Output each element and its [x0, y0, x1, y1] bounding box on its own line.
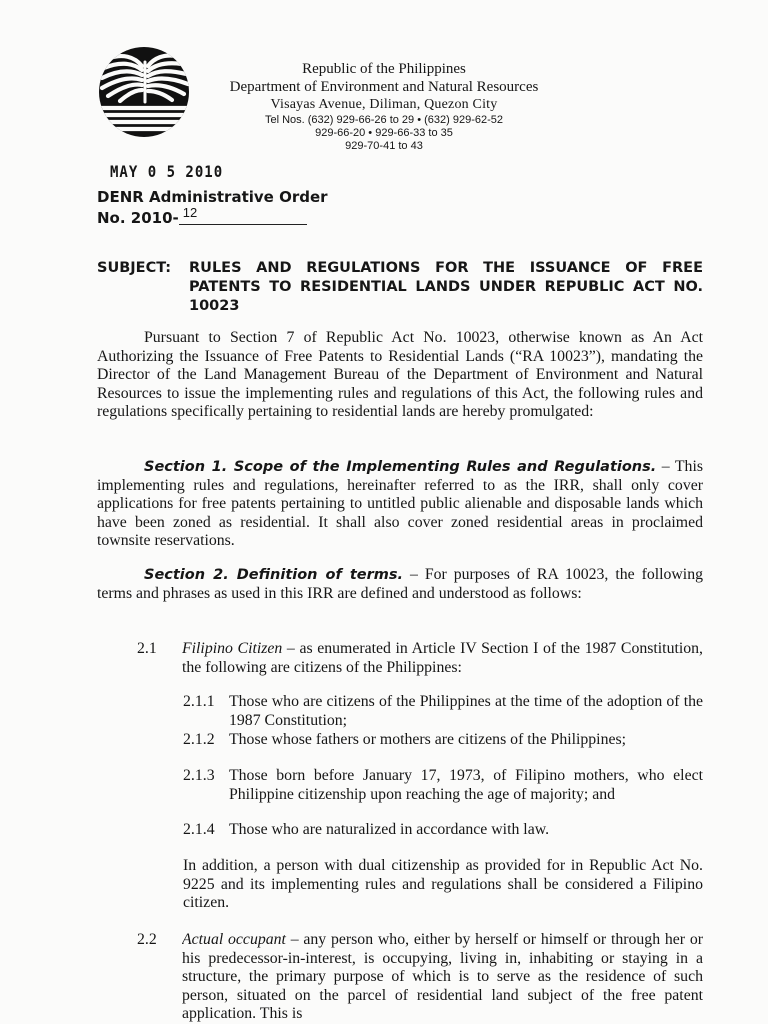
- letterhead-tel-1: Tel Nos. (632) 929-66-26 to 29 • (632) 929-62-52: [264, 114, 504, 126]
- order-number-line: [97, 205, 328, 229]
- subitem-text: Those who are naturalized in accordance with law.: [229, 821, 550, 838]
- subject-label: SUBJECT:: [97, 260, 172, 276]
- subitem-text: Those whose fathers or mothers are citizens of the Philippines;: [229, 731, 627, 748]
- subitem-text: Those born before January 17, 1973, of Filipino mothers, who elect Philippine citizenship upon reaching the age of majority; and: [229, 767, 703, 803]
- item-number: 2.1: [137, 640, 157, 657]
- item-term: Filipino Citizen: [182, 640, 283, 657]
- denr-seal-icon: [98, 46, 190, 138]
- subitem-number: 2.1.3: [183, 767, 215, 784]
- section-1-body: – This implementing rules and regulations, hereinafter referred to as the IRR, shall only cover applications for free patents pertaining to untitled public alienable and disposable lands which have been zoned as residential. It shall also cover zoned residential areas in proclaimed townsite reservations.: [97, 458, 703, 549]
- letterhead-tel-2: 929-66-20 • 929-66-33 to 35: [315, 127, 453, 139]
- item-term: Actual occupant: [182, 931, 286, 948]
- item-body: [182, 640, 703, 677]
- order-number-blank: [179, 205, 307, 225]
- section-2-body: – For purposes of RA 10023, the following terms and phrases as used in this IRR are defined and understood as follows:: [97, 566, 703, 602]
- letterhead-country: Republic of the Philippines: [302, 61, 466, 77]
- subitem-number: 2.1.4: [183, 821, 215, 838]
- dual-citizenship-paragraph: In addition, a person with dual citizenship as provided for in Republic Act No. 9225 and its implementing rules and regulations shall be considered a Filipino citizen.: [183, 857, 703, 911]
- subitem-text: Those who are citizens of the Philippines at the time of the adoption of the 1987 Constitution;: [229, 693, 703, 729]
- letterhead-tel-3: 929-70-41 to 43: [345, 140, 423, 152]
- section-2-heading: Section 2. Definition of terms.: [144, 567, 404, 583]
- intro-paragraph: Pursuant to Section 7 of Republic Act No. 10023, otherwise known as An Act Authorizing the Issuance of Free Patents to Residential Lands (“RA 10023”), mandating the Director of the Land Management Bureau of the Department of Environment and Natural Resources to issue the implementing rules and regulations of this Act, the following rules and regulations specifically pertaining to residential lands are hereby promulgated:: [97, 329, 703, 420]
- item-body: [182, 931, 703, 1023]
- item-text: – any person who, either by herself or himself or through her or his predecessor-in-interest, is occupying, living in, inhabiting or staying in a structure, the primary purpose of which is to serve as the residence of such person, situated on the parcel of residential land subject of the free patent application. This is: [182, 931, 703, 1022]
- subject-text: RULES AND REGULATIONS FOR THE ISSUANCE OF FREE PATENTS TO RESIDENTIAL LANDS UNDER REPUBLIC ACT NO. 10023: [189, 260, 703, 314]
- date-stamp: MAY 0 5 2010: [110, 163, 224, 182]
- item-text: – as enumerated in Article IV Section I of the 1987 Constitution, the following are citizens of the Philippines:: [182, 640, 703, 676]
- order-number: 12: [182, 205, 198, 220]
- letterhead: [200, 60, 568, 153]
- letterhead-address: Visayas Avenue, Diliman, Quezon City: [270, 97, 498, 112]
- order-title: DENR Administrative Order: [97, 188, 328, 206]
- section-2-paragraph: [97, 566, 703, 603]
- order-number-prefix: No. 2010-: [97, 209, 179, 227]
- section-1-paragraph: [97, 458, 703, 551]
- section-1-heading: Section 1. Scope of the Implementing Rules and Regulations.: [144, 459, 657, 475]
- letterhead-department: Department of Environment and Natural Resources: [229, 79, 539, 95]
- order-heading: [97, 187, 328, 229]
- subitem-number: 2.1.2: [183, 731, 215, 748]
- subitem-number: 2.1.1: [183, 693, 215, 710]
- item-number: 2.2: [137, 931, 157, 948]
